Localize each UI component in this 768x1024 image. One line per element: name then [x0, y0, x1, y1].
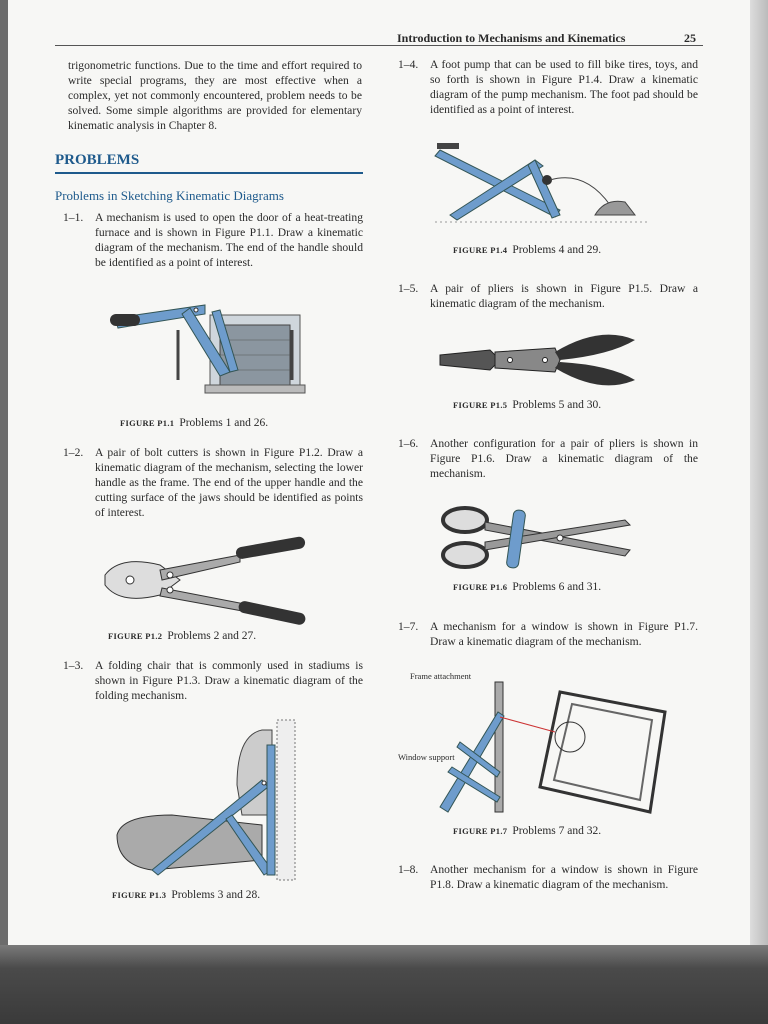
figure-p1-4-foot-pump — [435, 140, 650, 235]
figure-p1-3-folding-chair — [112, 715, 302, 885]
problem-number: 1–8. — [398, 863, 419, 876]
figure-p1-1-furnace-mechanism — [110, 290, 310, 410]
frame-attachment-label: Frame attachment — [410, 671, 472, 681]
running-header: Introduction to Mechanisms and Kinematics — [397, 31, 626, 45]
figure-p1-4-caption: FIGURE P1.4 Problems 4 and 29. — [453, 244, 602, 256]
figure-p1-2-bolt-cutters — [100, 540, 310, 625]
scan-right-edge — [750, 0, 768, 945]
page-number: 25 — [684, 31, 696, 45]
problem-text: A mechanism is used to open the door of a heat-treating furnace and is shown in Figure P1.1. Draw a kinematic diagram of the mechanism. The end of the handle should be identified as a point of interest. — [95, 211, 363, 269]
figure-p1-5-caption: FIGURE P1.5 Problems 5 and 30. — [453, 399, 602, 411]
problem-text: Another mechanism for a window is shown in Figure P1.8. Draw a kinematic diagram of the mechanism. — [430, 863, 698, 891]
section-heading: PROBLEMS — [55, 152, 140, 168]
problem-number: 1–5. — [398, 282, 419, 295]
problem-text: A pair of pliers is shown in Figure P1.5. Draw a kinematic diagram of the mechanism. — [430, 282, 698, 310]
problem-1-4 — [398, 57, 698, 117]
figure-p1-6-caption: FIGURE P1.6 Problems 6 and 31. — [453, 581, 602, 593]
problem-text: A folding chair that is commonly used in stadiums is shown in Figure P1.3. Draw a kinematic diagram of the folding mechanism. — [95, 659, 363, 702]
figure-p1-6-pliers — [440, 500, 640, 575]
problem-text: A pair of bolt cutters is shown in Figure P1.2. Draw a kinematic diagram of the mechanism, selecting the lower handle as the frame. The end of the upper handle and the cutting surface of the jaws should be identified as points of interest. — [95, 446, 363, 519]
problem-text: A foot pump that can be used to fill bike tires, toys, and so forth is shown in Figure P1.4. Draw a kinematic diagram of the pump mechanism. The foot pad should be identified as a point of interest. — [430, 58, 698, 116]
problem-number: 1–6. — [398, 437, 419, 450]
problem-text: Another configuration for a pair of pliers is shown in Figure P1.6. Draw a kinematic diagram of the mechanism. — [430, 437, 698, 480]
figure-p1-7-window-mechanism — [430, 672, 670, 822]
scan-left-edge — [0, 0, 8, 945]
problem-number: 1–3. — [63, 659, 84, 672]
problem-number: 1–1. — [63, 211, 84, 224]
figure-p1-3-caption: FIGURE P1.3 Problems 3 and 28. — [112, 889, 261, 901]
window-support-label: Window support — [398, 752, 455, 762]
figure-p1-1-caption: FIGURE P1.1 Problems 1 and 26. — [120, 417, 269, 429]
problem-1-1 — [63, 210, 363, 270]
problem-1-3 — [63, 658, 363, 703]
problem-1-5 — [398, 281, 698, 311]
problem-1-7 — [398, 619, 698, 649]
problem-number: 1–7. — [398, 620, 419, 633]
problem-number: 1–2. — [63, 446, 84, 459]
scan-bottom-edge — [0, 945, 768, 1024]
problem-text: A mechanism for a window is shown in Figure P1.7. Draw a kinematic diagram of the mechanism. — [430, 620, 698, 648]
figure-p1-2-caption: FIGURE P1.2 Problems 2 and 27. — [108, 630, 257, 642]
figure-p1-5-pliers — [440, 330, 640, 392]
figure-p1-7-caption: FIGURE P1.7 Problems 7 and 32. — [453, 825, 602, 837]
section-rule — [55, 172, 363, 174]
problem-1-6 — [398, 436, 698, 481]
intro-paragraph: trigonometric functions. Due to the time and effort required to write special programs, they are most effective when a complex, yet not commonly encountered, problem needs to be solved. Some simple algorithms are provided for elementary kinematic analysis in Chapter 8. — [68, 59, 362, 132]
problem-number: 1–4. — [398, 58, 419, 71]
problem-1-8 — [398, 862, 698, 892]
subsection-heading: Problems in Sketching Kinematic Diagrams — [55, 188, 284, 203]
problem-1-2 — [63, 445, 363, 520]
header-rule — [55, 45, 703, 46]
